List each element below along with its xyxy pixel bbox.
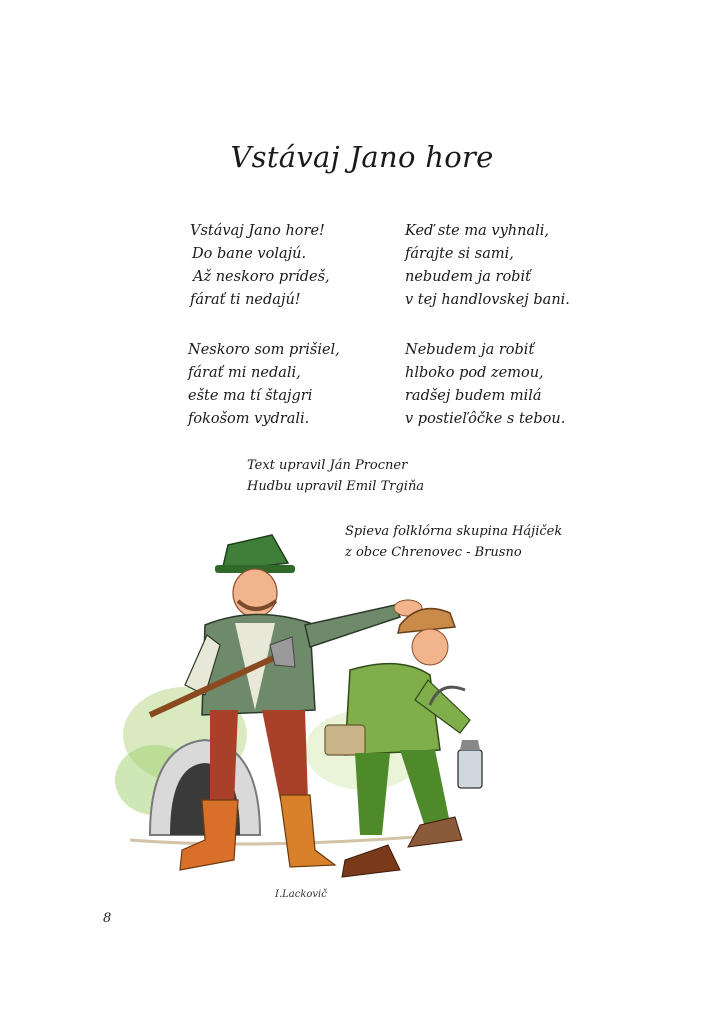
stanza-line: fárať ti nedajú! — [190, 292, 301, 308]
stanza-line: nebudem ja robiť — [405, 269, 531, 285]
performer-line-2: z obce Chrenovec - Brusno — [345, 545, 522, 560]
stanza-line: radšej budem milá — [405, 388, 542, 404]
stanza-line: v tej handlovskej bani. — [405, 292, 570, 308]
music-credit: Hudbu upravil Emil Trgiňa — [247, 479, 425, 494]
stanza-line: fárať mi nedali, — [188, 365, 301, 381]
stanza-line: Keď ste ma vyhnali, — [405, 223, 549, 239]
stanza-3 — [188, 339, 340, 431]
stanza-line: fokošom vydrali. — [188, 411, 310, 427]
artist-signature: I.Lackovič — [275, 889, 327, 900]
stanza-line: Neskoro som prišiel, — [188, 342, 340, 358]
text-credit: Text upravil Ján Procner — [247, 458, 408, 473]
page-number: 8 — [103, 911, 112, 926]
stanza-line: v postieľôčke s tebou. — [405, 411, 566, 427]
stanza-line: Vstávaj Jano hore! — [190, 223, 325, 239]
performer-line-1: Spieva folklórna skupina Hájiček — [345, 524, 563, 539]
stanza-line: Do bane volajú. — [192, 246, 307, 262]
stanza-1 — [190, 220, 330, 312]
song-title: Vstávaj Jano hore — [230, 140, 494, 174]
stanza-line: fárajte si sami, — [405, 246, 514, 262]
stanza-4 — [405, 339, 565, 431]
miners-illustration — [110, 505, 530, 905]
stanza-2 — [405, 220, 570, 312]
stanza-line: Nebudem ja robiť — [405, 342, 535, 358]
stanza-line: ešte ma tí štajgri — [188, 388, 313, 404]
credits — [247, 455, 424, 497]
stanza-line: hlboko pod zemou, — [405, 365, 544, 381]
stanza-line: Až neskoro prídeš, — [193, 269, 330, 285]
